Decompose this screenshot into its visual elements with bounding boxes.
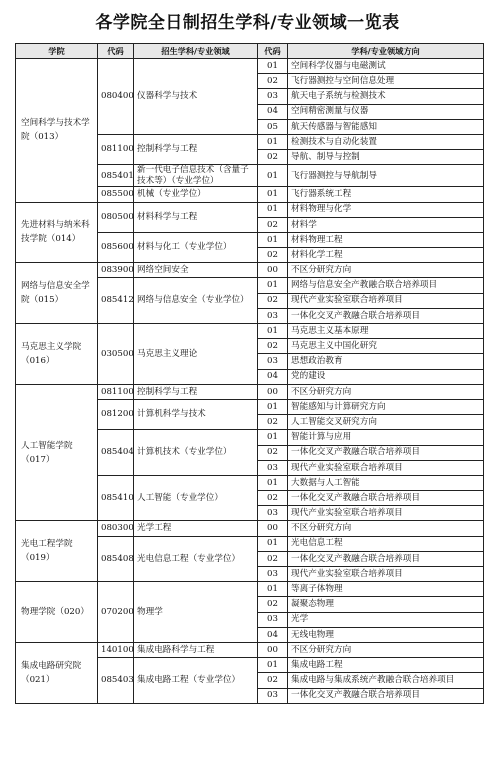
header-program-name: 招生学科/专业领域 (134, 44, 258, 59)
direction-code: 02 (258, 248, 288, 263)
direction-name: 大数据与人工智能 (288, 475, 484, 490)
direction-code: 02 (258, 150, 288, 165)
direction-code: 02 (258, 217, 288, 232)
direction-name: 不区分研究方向 (288, 384, 484, 399)
college-name: 马克思主义学院（016） (16, 324, 98, 385)
direction-code: 01 (258, 658, 288, 673)
direction-name: 一体化交叉产教融合联合培养项目 (288, 491, 484, 506)
program-code: 081200 (98, 399, 134, 429)
college-name: 空间科学与技术学院（013） (16, 59, 98, 203)
direction-code: 00 (258, 521, 288, 536)
direction-code: 02 (258, 339, 288, 354)
direction-name: 集成电路工程 (288, 658, 484, 673)
direction-name: 航天电子系统与检测技术 (288, 89, 484, 104)
direction-code: 01 (258, 399, 288, 414)
header-program-code: 代码 (98, 44, 134, 59)
program-code: 080300 (98, 521, 134, 536)
program-name: 物理学 (134, 582, 258, 643)
direction-code: 03 (258, 89, 288, 104)
direction-code: 02 (258, 415, 288, 430)
direction-code: 03 (258, 354, 288, 369)
direction-name: 光学 (288, 612, 484, 627)
direction-name: 不区分研究方向 (288, 263, 484, 278)
direction-name: 凝聚态物理 (288, 597, 484, 612)
table-row (16, 642, 484, 657)
programs-table (15, 43, 484, 704)
direction-name: 人工智能交叉研究方向 (288, 415, 484, 430)
direction-code: 01 (258, 202, 288, 217)
direction-code: 03 (258, 460, 288, 475)
direction-name: 飞行器系统工程 (288, 187, 484, 202)
direction-code: 03 (258, 688, 288, 703)
direction-code: 04 (258, 627, 288, 642)
program-code: 081100 (98, 134, 134, 164)
table-row (16, 59, 484, 74)
direction-name: 一体化交叉产教融合联合培养项目 (288, 551, 484, 566)
program-name: 控制科学与工程 (134, 384, 258, 399)
direction-name: 集成电路与集成系统产教融合联合培养项目 (288, 673, 484, 688)
direction-name: 一体化交叉产教融合联合培养项目 (288, 308, 484, 323)
program-code: 085500 (98, 187, 134, 202)
program-code: 085404 (98, 430, 134, 476)
college-name: 集成电路研究院（021） (16, 642, 98, 703)
direction-name: 材料学 (288, 217, 484, 232)
program-name: 马克思主义理论 (134, 324, 258, 385)
direction-name: 航天传感器与智能感知 (288, 119, 484, 134)
table-body (16, 59, 484, 704)
direction-name: 不区分研究方向 (288, 521, 484, 536)
direction-name: 检测技术与自动化装置 (288, 134, 484, 149)
program-code: 085600 (98, 232, 134, 262)
direction-name: 网络与信息安全产教融合联合培养项目 (288, 278, 484, 293)
direction-name: 现代产业实验室联合培养项目 (288, 293, 484, 308)
direction-code: 01 (258, 430, 288, 445)
college-name: 人工智能学院（017） (16, 384, 98, 521)
direction-name: 智能计算与应用 (288, 430, 484, 445)
direction-code: 00 (258, 384, 288, 399)
direction-code: 02 (258, 673, 288, 688)
direction-code: 04 (258, 104, 288, 119)
program-name: 人工智能（专业学位） (134, 475, 258, 521)
direction-code: 03 (258, 567, 288, 582)
program-code: 083900 (98, 263, 134, 278)
program-name: 光学工程 (134, 521, 258, 536)
direction-code: 03 (258, 506, 288, 521)
direction-code: 00 (258, 263, 288, 278)
direction-name: 一体化交叉产教融合联合培养项目 (288, 688, 484, 703)
program-name: 网络与信息安全（专业学位） (134, 278, 258, 324)
direction-name: 不区分研究方向 (288, 642, 484, 657)
program-name: 新一代电子信息技术（含量子技术等）（专业学位） (134, 165, 258, 187)
direction-code: 02 (258, 551, 288, 566)
header-direction-name: 学科/专业领域方向 (288, 44, 484, 59)
direction-code: 01 (258, 536, 288, 551)
college-name: 先进材料与纳米科技学院（014） (16, 202, 98, 263)
direction-code: 05 (258, 119, 288, 134)
program-code: 081100 (98, 384, 134, 399)
direction-name: 现代产业实验室联合培养项目 (288, 506, 484, 521)
direction-name: 马克思主义中国化研究 (288, 339, 484, 354)
direction-code: 01 (258, 59, 288, 74)
table-row (16, 202, 484, 217)
table-row (16, 582, 484, 597)
program-code: 070200 (98, 582, 134, 643)
direction-code: 03 (258, 308, 288, 323)
direction-code: 02 (258, 597, 288, 612)
table-header (16, 44, 484, 59)
program-code: 080500 (98, 202, 134, 232)
program-code: 085408 (98, 536, 134, 582)
program-code: 085410 (98, 475, 134, 521)
table-row (16, 263, 484, 278)
program-name: 集成电路科学与工程 (134, 642, 258, 657)
program-name: 材料科学与工程 (134, 202, 258, 232)
direction-code: 01 (258, 232, 288, 247)
header-direction-code: 代码 (258, 44, 288, 59)
program-name: 仪器科学与技术 (134, 59, 258, 135)
direction-name: 导航、制导与控制 (288, 150, 484, 165)
program-name: 计算机科学与技术 (134, 399, 258, 429)
direction-name: 现代产业实验室联合培养项目 (288, 567, 484, 582)
direction-name: 等离子体物理 (288, 582, 484, 597)
direction-name: 飞行器测控与导航制导 (288, 165, 484, 187)
direction-code: 01 (258, 475, 288, 490)
direction-name: 飞行器测控与空间信息处理 (288, 74, 484, 89)
direction-code: 02 (258, 74, 288, 89)
program-code: 030500 (98, 324, 134, 385)
direction-name: 马克思主义基本原理 (288, 324, 484, 339)
direction-name: 无线电物理 (288, 627, 484, 642)
program-code: 085401 (98, 165, 134, 187)
direction-code: 02 (258, 293, 288, 308)
college-name: 物理学院（020） (16, 582, 98, 643)
page-title: 各学院全日制招生学科/专业领域一览表 (95, 13, 400, 33)
program-name: 机械（专业学位） (134, 187, 258, 202)
table-row (16, 521, 484, 536)
direction-code: 04 (258, 369, 288, 384)
header-college: 学院 (16, 44, 98, 59)
college-name: 网络与信息安全学院（015） (16, 263, 98, 324)
direction-name: 一体化交叉产教融合联合培养项目 (288, 445, 484, 460)
table-row (16, 324, 484, 339)
program-code: 080400 (98, 59, 134, 135)
direction-name: 思想政治教育 (288, 354, 484, 369)
program-code: 085412 (98, 278, 134, 324)
program-name: 材料与化工（专业学位） (134, 232, 258, 262)
direction-name: 空间精密测量与仪器 (288, 104, 484, 119)
program-name: 控制科学与工程 (134, 134, 258, 164)
program-name: 光电信息工程（专业学位） (134, 536, 258, 582)
direction-code: 01 (258, 134, 288, 149)
direction-code: 01 (258, 187, 288, 202)
direction-name: 材料物理与化学 (288, 202, 484, 217)
direction-name: 材料化学工程 (288, 248, 484, 263)
direction-code: 01 (258, 165, 288, 187)
direction-name: 现代产业实验室联合培养项目 (288, 460, 484, 475)
direction-code: 01 (258, 278, 288, 293)
direction-name: 空间科学仪器与电磁测试 (288, 59, 484, 74)
college-name: 光电工程学院（019） (16, 521, 98, 582)
direction-code: 02 (258, 445, 288, 460)
program-name: 计算机技术（专业学位） (134, 430, 258, 476)
direction-code: 01 (258, 324, 288, 339)
direction-name: 光电信息工程 (288, 536, 484, 551)
table-row (16, 384, 484, 399)
direction-name: 党的建设 (288, 369, 484, 384)
direction-code: 02 (258, 491, 288, 506)
program-code: 140100 (98, 642, 134, 657)
program-code: 085403 (98, 658, 134, 704)
direction-code: 00 (258, 642, 288, 657)
direction-name: 材料物理工程 (288, 232, 484, 247)
program-name: 网络空间安全 (134, 263, 258, 278)
direction-code: 01 (258, 582, 288, 597)
direction-code: 03 (258, 612, 288, 627)
program-name: 集成电路工程（专业学位） (134, 658, 258, 704)
direction-name: 智能感知与计算研究方向 (288, 399, 484, 414)
